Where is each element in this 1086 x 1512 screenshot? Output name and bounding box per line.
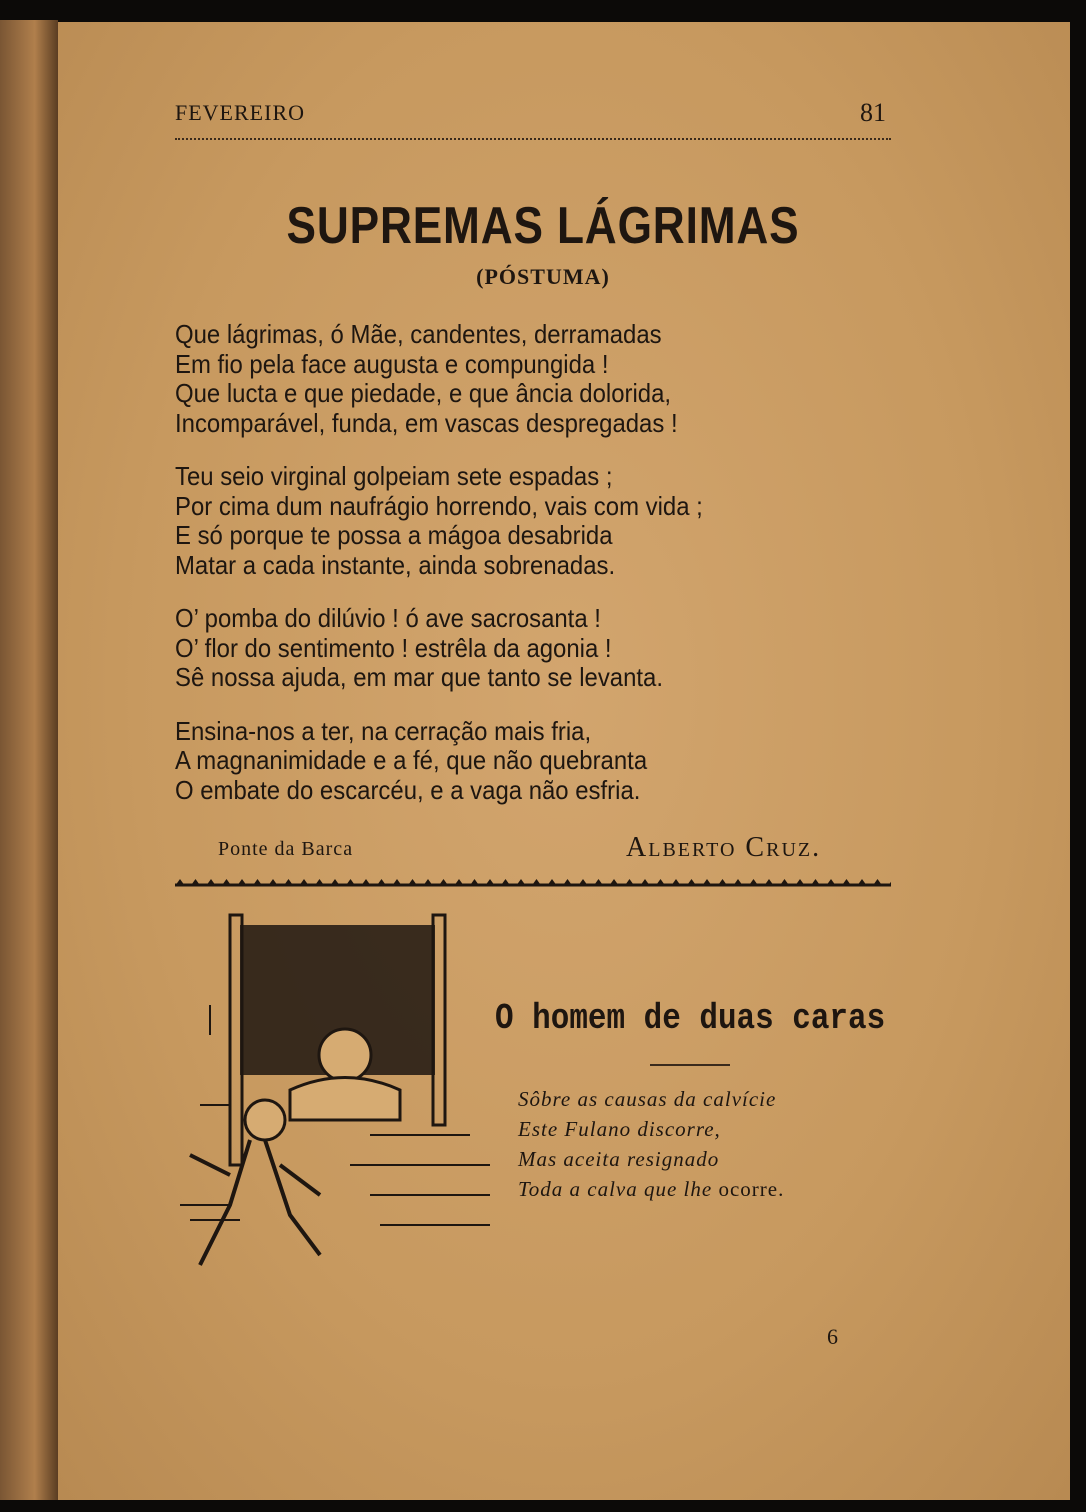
verse-line: Incomparável, funda, em vascas despregadas ! [175, 407, 678, 438]
ornament-mark [764, 879, 774, 886]
verse-line: O’ pomba do dilúvio ! ó ave sacrosanta ! [175, 603, 601, 633]
running-header: FEVEREIRO [175, 100, 305, 125]
ornament-mark [222, 879, 232, 886]
poem-subtitle: (PÓSTUMA) [476, 264, 610, 289]
ornament-mark [702, 879, 712, 886]
verse-line: Teu seio virginal golpeiam sete espadas ; [175, 461, 613, 491]
verse-line: O embate do escarcéu, e a vaga não esfria. [175, 774, 641, 805]
ornament-mark [811, 879, 821, 886]
ornament-mark [346, 879, 356, 886]
stanza [175, 320, 703, 438]
ornament-mark [330, 879, 340, 886]
poem-place: Ponte da Barca [218, 838, 354, 860]
ornament-mark [423, 879, 433, 886]
verse-line: Que lágrimas, ó Mãe, candentes, derramadas [175, 319, 662, 349]
ornament-mark [439, 879, 449, 886]
header-rule [175, 138, 891, 140]
verse-line: E só porque te possa a mágoa desabrida [175, 520, 613, 550]
ornament-mark [268, 879, 278, 886]
ornament-mark [780, 879, 790, 886]
ornament-mark [671, 879, 681, 886]
ornament-mark [532, 879, 542, 886]
ornament-mark [284, 879, 294, 886]
stanza [175, 717, 703, 806]
verse-line: Mas aceita resignado [518, 1147, 720, 1171]
ornament-mark [315, 879, 325, 886]
title-rule [650, 1064, 730, 1066]
ornament-mark [718, 879, 728, 886]
ornament-mark [625, 879, 635, 886]
verse-line: Ensina-nos a ter, na cerração mais fria, [175, 715, 592, 746]
ornament-mark [191, 879, 201, 886]
ornament-mark [299, 879, 309, 886]
poem-body [175, 320, 703, 829]
ornament-mark [733, 879, 743, 886]
page-number: 81 [860, 98, 886, 127]
ornament-mark [749, 879, 759, 886]
ornament-mark [454, 879, 464, 886]
ornament-mark [408, 879, 418, 886]
ornament-mark [547, 879, 557, 886]
stanza [175, 604, 703, 693]
ornament-mark [826, 879, 836, 886]
ornament-mark [656, 879, 666, 886]
ornament-mark [361, 879, 371, 886]
ornament-mark [873, 879, 883, 886]
ornament-mark [640, 879, 650, 886]
ornament-mark [687, 879, 697, 886]
verse-line: A magnanimidade e a fé, que não quebranta [175, 745, 648, 775]
ornament-mark [842, 879, 852, 886]
ornament-mark [609, 879, 619, 886]
verse-line [518, 1174, 784, 1204]
ornament-mark [563, 879, 573, 886]
ornament-mark [237, 879, 247, 886]
ornament-mark [857, 879, 867, 886]
ornament-mark [485, 879, 495, 886]
verse-line: Por cima dum naufrágio horrendo, vais com vida ; [175, 490, 703, 521]
second-poem-title: O homem de duas caras [495, 998, 886, 1039]
ornament-mark [377, 879, 387, 886]
ornament-mark [516, 879, 526, 886]
ornament-mark [594, 879, 604, 886]
ornament-mark [206, 879, 216, 886]
signature-mark: 6 [827, 1324, 838, 1349]
facing-page-edge [0, 20, 58, 1500]
poem-title: SUPREMAS LÁGRIMAS [286, 197, 800, 255]
stanza [175, 462, 703, 580]
verse-line: Sôbre as causas da calvície [518, 1087, 777, 1111]
ornament-mark [501, 879, 511, 886]
verse-line: Matar a cada instante, ainda sobrenadas. [175, 549, 616, 580]
cartoon-illustration [170, 905, 500, 1305]
ornament-mark [392, 879, 402, 886]
ornamental-divider [175, 878, 891, 888]
ornament-mark [175, 879, 185, 886]
second-poem-body [518, 1084, 784, 1204]
verse-line: O’ flor do sentimento ! estrêla da agonia ! [175, 632, 612, 663]
verse-line: Este Fulano discorre, [518, 1117, 721, 1141]
verse-line: Sê nossa ajuda, em mar que tanto se levanta. [175, 662, 664, 692]
verse-last-word: ocorre. [718, 1177, 785, 1201]
ornament-mark [795, 879, 805, 886]
ornament-mark [253, 879, 263, 886]
verse-text: Toda a calva que lhe [518, 1177, 713, 1201]
verse-line: Que lucta e que piedade, e que ância dolorida, [175, 378, 672, 408]
ornament-mark [578, 879, 588, 886]
verse-line: Em fio pela face augusta e compungida ! [175, 348, 609, 379]
poem-author: Alberto Cruz. [626, 832, 822, 863]
ornament-mark [470, 879, 480, 886]
